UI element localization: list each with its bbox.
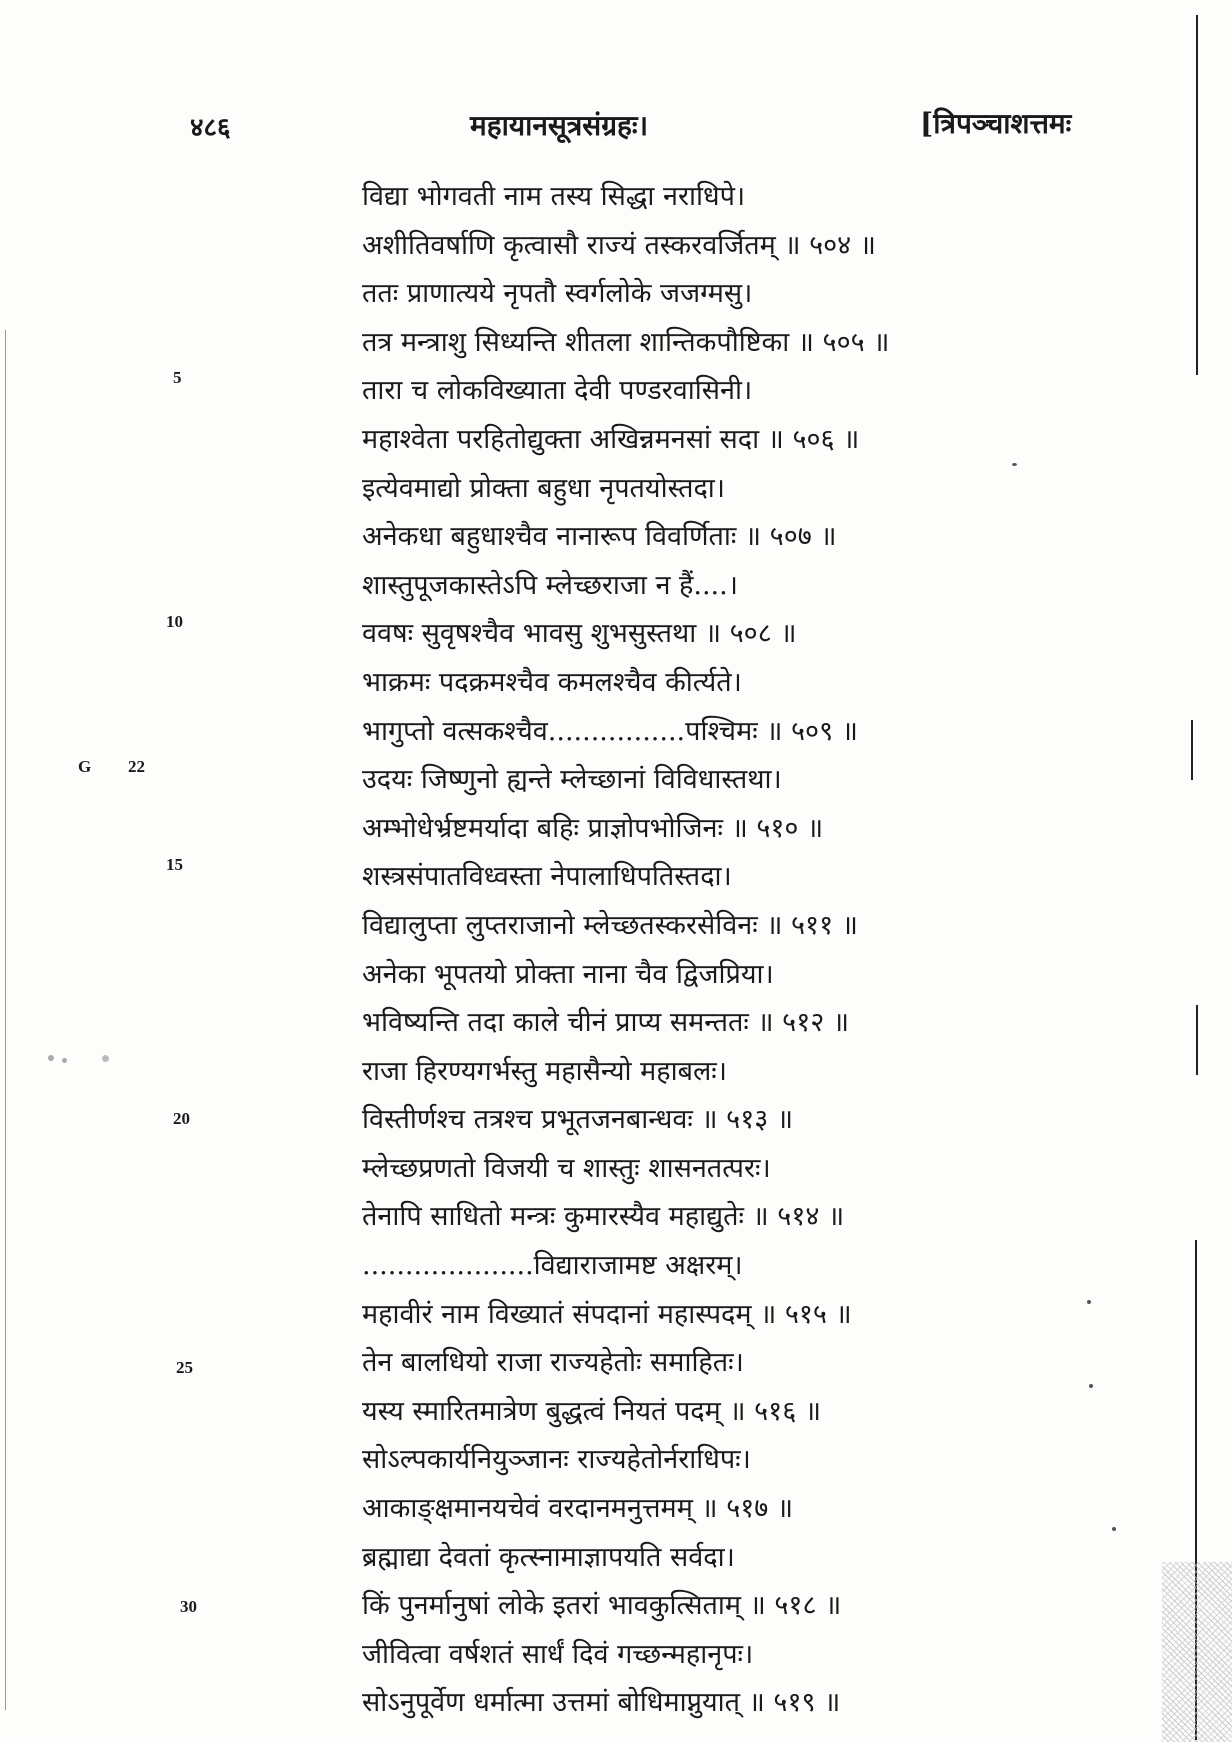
line-number-5: 5 <box>173 368 182 387</box>
verse-line: ....................विद्याराजामष्ट अक्षरम्। <box>362 1250 743 1282</box>
scan-noise-corner <box>1162 1562 1232 1742</box>
verse-line: किं पुनर्मानुषां लोके इतरां भावकुत्सिताम् ॥ ५१८ ॥ <box>362 1590 842 1622</box>
scan-speck <box>1089 1384 1093 1388</box>
scan-speck <box>48 1055 54 1061</box>
verse-line: विस्तीर्णश्च तत्रश्च प्रभूतजनबान्धवः ॥ ५१३ ॥ <box>362 1104 794 1136</box>
verse-line: महाश्वेता परहितोद्युक्ता अखिन्नमनसां सदा ॥ ५०६ ॥ <box>362 423 860 455</box>
verse-line: सोऽनुपूर्वेण धर्मात्मा उत्तमां बोधिमाप्नुयात् ॥ ५१९ ॥ <box>362 1687 841 1719</box>
scan-speck <box>62 1058 67 1063</box>
running-title: महायानसूत्रसंग्रहः। <box>470 109 649 142</box>
scan-edge-line <box>1196 1005 1198 1075</box>
line-number-20: 20 <box>173 1109 190 1128</box>
verse-line: तेनापि साधितो मन्त्रः कुमारस्यैव महाद्युतेः ॥ ५१४ ॥ <box>362 1201 845 1233</box>
scan-edge-line <box>1191 720 1193 780</box>
verse-line: भविष्यन्ति तदा काले चीनं प्राप्य समन्ततः ॥ ५१२ ॥ <box>362 1007 850 1039</box>
verse-line: तत्र मन्त्राशु सिध्यन्ति शीतला शान्तिकपौष्टिका ॥ ५०५ ॥ <box>362 326 890 358</box>
page-header <box>0 100 1232 150</box>
scan-left-edge <box>5 330 6 1710</box>
verse-line: अनेकधा बहुधाश्चैव नानारूप विवर्णिताः ॥ ५०७ ॥ <box>362 521 837 553</box>
verse-line: तेन बालधियो राजा राज्यहेतोः समाहितः। <box>362 1347 744 1379</box>
margin-manuscript-letter: G <box>78 757 92 776</box>
verse-line: तारा च लोकविख्याता देवी पण्डरवासिनी। <box>362 375 753 407</box>
line-number-25: 25 <box>176 1358 193 1377</box>
verse-line: अनेका भूपतयो प्रोक्ता नाना चैव द्विजप्रिया। <box>362 958 774 990</box>
verse-line: ववषः सुवृषश्चैव भावसु शुभसुस्तथा ॥ ५०८ ॥ <box>362 618 797 650</box>
line-number-10: 10 <box>166 612 183 631</box>
verse-line: शास्तुपूजकास्तेऽपि म्लेच्छराजा न हैं....। <box>362 569 738 601</box>
verse-line: विद्या भोगवती नाम तस्य सिद्धा नराधिपे। <box>362 181 746 212</box>
verse-block <box>362 173 1162 1728</box>
verse-line: अशीतिवर्षाणि कृत्वासौ राज्यं तस्करवर्जितम् ॥ ५०४ ॥ <box>362 229 876 261</box>
verse-line: आकाङ्क्षमानयचेवं वरदानमनुत्तमम् ॥ ५१७ ॥ <box>362 1493 794 1525</box>
chapter-reference: [त्रिपञ्चाशत्तमः <box>920 107 1072 140</box>
verse-line: विद्यालुप्ता लुप्तराजानो म्लेच्छतस्करसेविनः ॥ ५११ ॥ <box>362 909 858 941</box>
line-number-15: 15 <box>166 855 183 874</box>
scan-speck <box>1087 1300 1091 1304</box>
page-number: ४८६ <box>190 113 231 143</box>
verse-line: जीवित्वा वर्षशतं सार्धं दिवं गच्छन्महानृपः। <box>362 1638 754 1670</box>
verse-line: अम्भोधेर्भ्रष्टमर्यादा बहिः प्राज्ञोपभोजिनः ॥ ५१० ॥ <box>362 812 824 844</box>
line-number-30: 30 <box>180 1597 197 1616</box>
verse-line: उदयः जिष्णुनो ह्यन्ते म्लेच्छानां विविधास्तथा। <box>362 764 782 796</box>
verse-line: शस्त्रसंपातविध्वस्ता नेपालाधिपतिस्तदा। <box>362 861 732 893</box>
verse-line: ततः प्राणात्यये नृपतौ स्वर्गलोके जजग्मसु। <box>362 278 753 310</box>
scan-speck <box>1112 1527 1116 1531</box>
verse-line: म्लेच्छप्रणतो विजयी च शास्तुः शासनतत्परः। <box>362 1152 771 1184</box>
verse-line: महावीरं नाम विख्यातं संपदानां महास्पदम् ॥ ५१५ ॥ <box>362 1298 852 1330</box>
verse-line: यस्य स्मारितमात्रेण बुद्धत्वं नियतं पदम् ॥ ५१६ ॥ <box>362 1395 822 1427</box>
verse-line: राजा हिरण्यगर्भस्तु महासैन्यो महाबलः। <box>362 1055 727 1087</box>
scan-edge-line <box>1196 15 1198 375</box>
margin-folio-number: 22 <box>128 757 145 776</box>
verse-line: सोऽल्पकार्यनियुञ्जानः राज्यहेतोर्नराधिपः। <box>362 1444 751 1476</box>
scan-speck <box>1012 463 1017 466</box>
verse-line: भाक्रमः पदक्रमश्चैव कमलश्चैव कीर्त्यते। <box>362 666 742 698</box>
scan-speck <box>102 1055 109 1062</box>
verse-line: ब्रह्माद्या देवतां कृत्स्नामाज्ञापयति सर्वदा। <box>362 1541 735 1573</box>
verse-line: भागुप्तो वत्सकश्चैव................पश्चिमः ॥ ५०९ ॥ <box>362 715 858 747</box>
verse-line: इत्येवमाद्यो प्रोक्ता बहुधा नृपतयोस्तदा। <box>362 472 726 504</box>
